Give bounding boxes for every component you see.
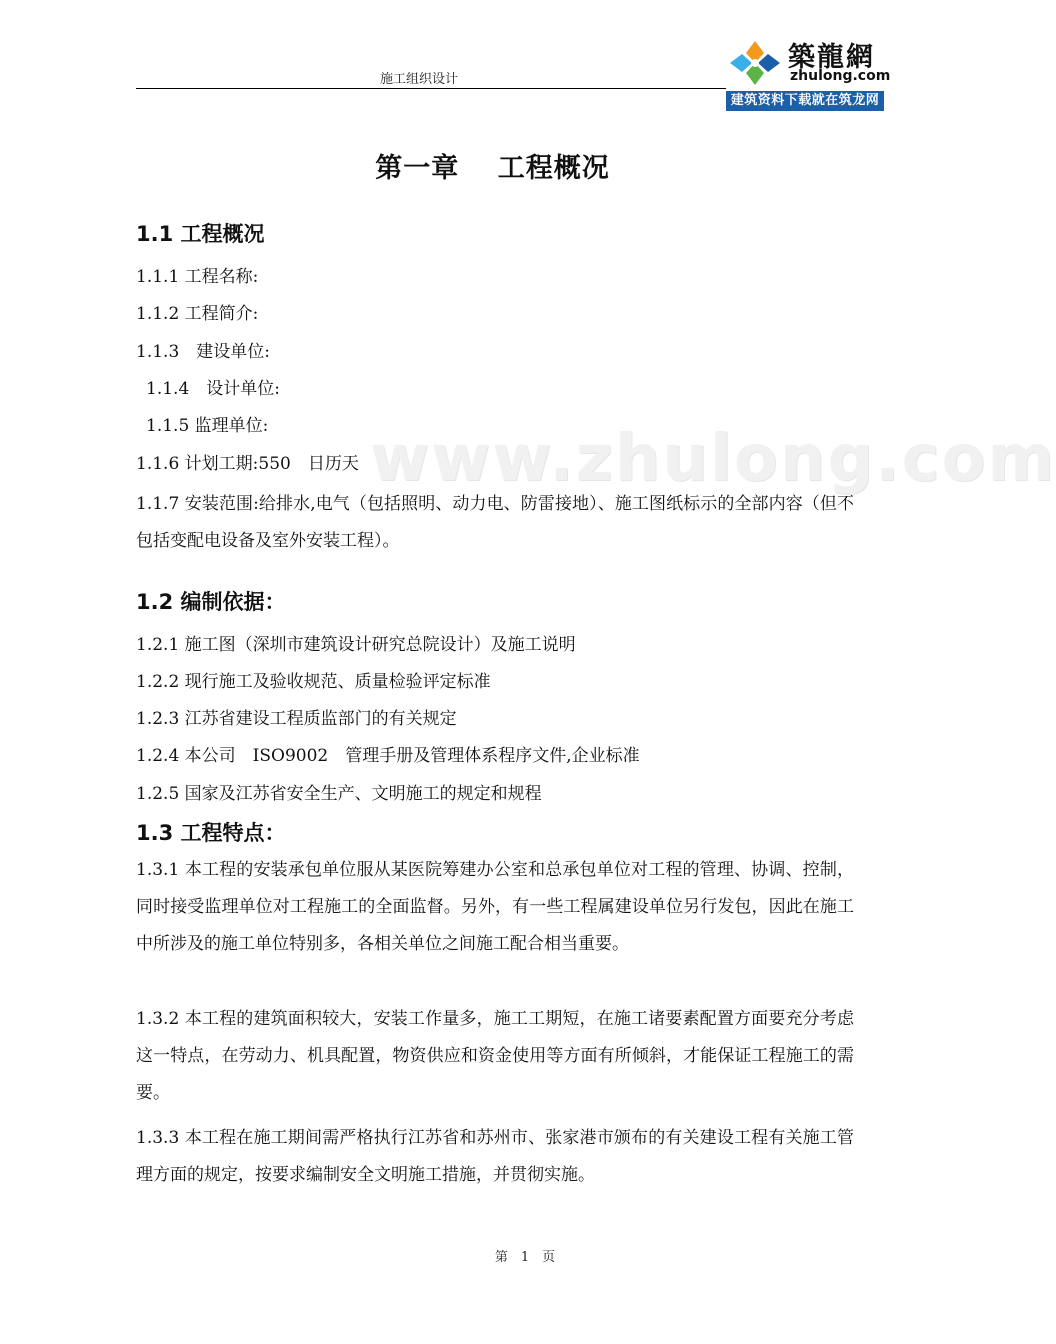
logo-mark-icon: [728, 39, 782, 87]
logo-top: [726, 33, 891, 90]
item-1-2-5: 1.2.5 国家及江苏省安全生产、文明施工的规定和规程: [136, 784, 542, 804]
item-1-1-4: 1.1.4 设计单位:: [146, 379, 280, 399]
item-1-2-4: 1.2.4 本公司 ISO9002 管理手册及管理体系程序文件,企业标准: [136, 746, 640, 766]
zhulong-logo: [726, 33, 891, 111]
item-1-1-7: 1.1.7 安装范围:给排水,电气（包括照明、动力电、防雷接地）、施工图纸标示的全部内容（但不包括变配电设备及室外安装工程）。: [136, 494, 854, 551]
logo-en-text: zhulong.com: [790, 68, 891, 84]
item-1-1-2: 1.1.2 工程简介:: [136, 304, 259, 324]
watermark: www.zhulong.com: [370, 422, 1056, 496]
logo-cn-text: 築龍網: [788, 42, 875, 73]
header-title: 施工组织设计: [380, 72, 459, 87]
item-1-2-3: 1.2.3 江苏省建设工程质监部门的有关规定: [136, 709, 457, 729]
item-1-3-3: 1.3.3 本工程在施工期间需严格执行江苏省和苏州市、张家港市颁布的有关建设工程有关施工管理方面的规定，按要求编制安全文明施工措施，并贯彻实施。: [136, 1128, 854, 1185]
item-1-3-1: 1.3.1 本工程的安装承包单位服从某医院筹建办公室和总承包单位对工程的管理、协调、控制，同时接受监理单位对工程施工的全面监督。另外，有一些工程属建设单位另行发包，因此在施工中所涉及的施工单位特别多，各相关单位之间施工配合相当重要。: [136, 860, 854, 954]
item-1-2-1: 1.2.1 施工图（深圳市建筑设计研究总院设计）及施工说明: [136, 635, 576, 655]
section-title-1-2: 1.2 编制依据：: [136, 590, 286, 614]
item-1-1-3: 1.1.3 建设单位:: [136, 342, 270, 362]
item-1-1-6: 1.1.6 计划工期:550 日历天: [136, 454, 359, 474]
section-title-1-3: 1.3 工程特点：: [136, 821, 286, 845]
page-number: 第 1 页: [494, 1250, 556, 1265]
item-1-1-1: 1.1.1 工程名称:: [136, 267, 259, 287]
section-title-1-1: 1.1 工程概况: [136, 222, 265, 246]
item-1-1-5: 1.1.5 监理单位:: [146, 416, 269, 436]
logo-slogan: 建筑资料下载就在筑龙网: [726, 91, 884, 111]
item-1-3-2: 1.3.2 本工程的建筑面积较大，安装工作量多，施工工期短，在施工诸要素配置方面要充分考虑这一特点，在劳动力、机具配置，物资供应和资金使用等方面有所倾斜，才能保证工程施工的需要。: [136, 1009, 854, 1103]
item-1-2-2: 1.2.2 现行施工及验收规范、质量检验评定标准: [136, 672, 491, 692]
header-rule: [136, 88, 726, 89]
chapter-title: 第一章 工程概况: [375, 153, 610, 184]
